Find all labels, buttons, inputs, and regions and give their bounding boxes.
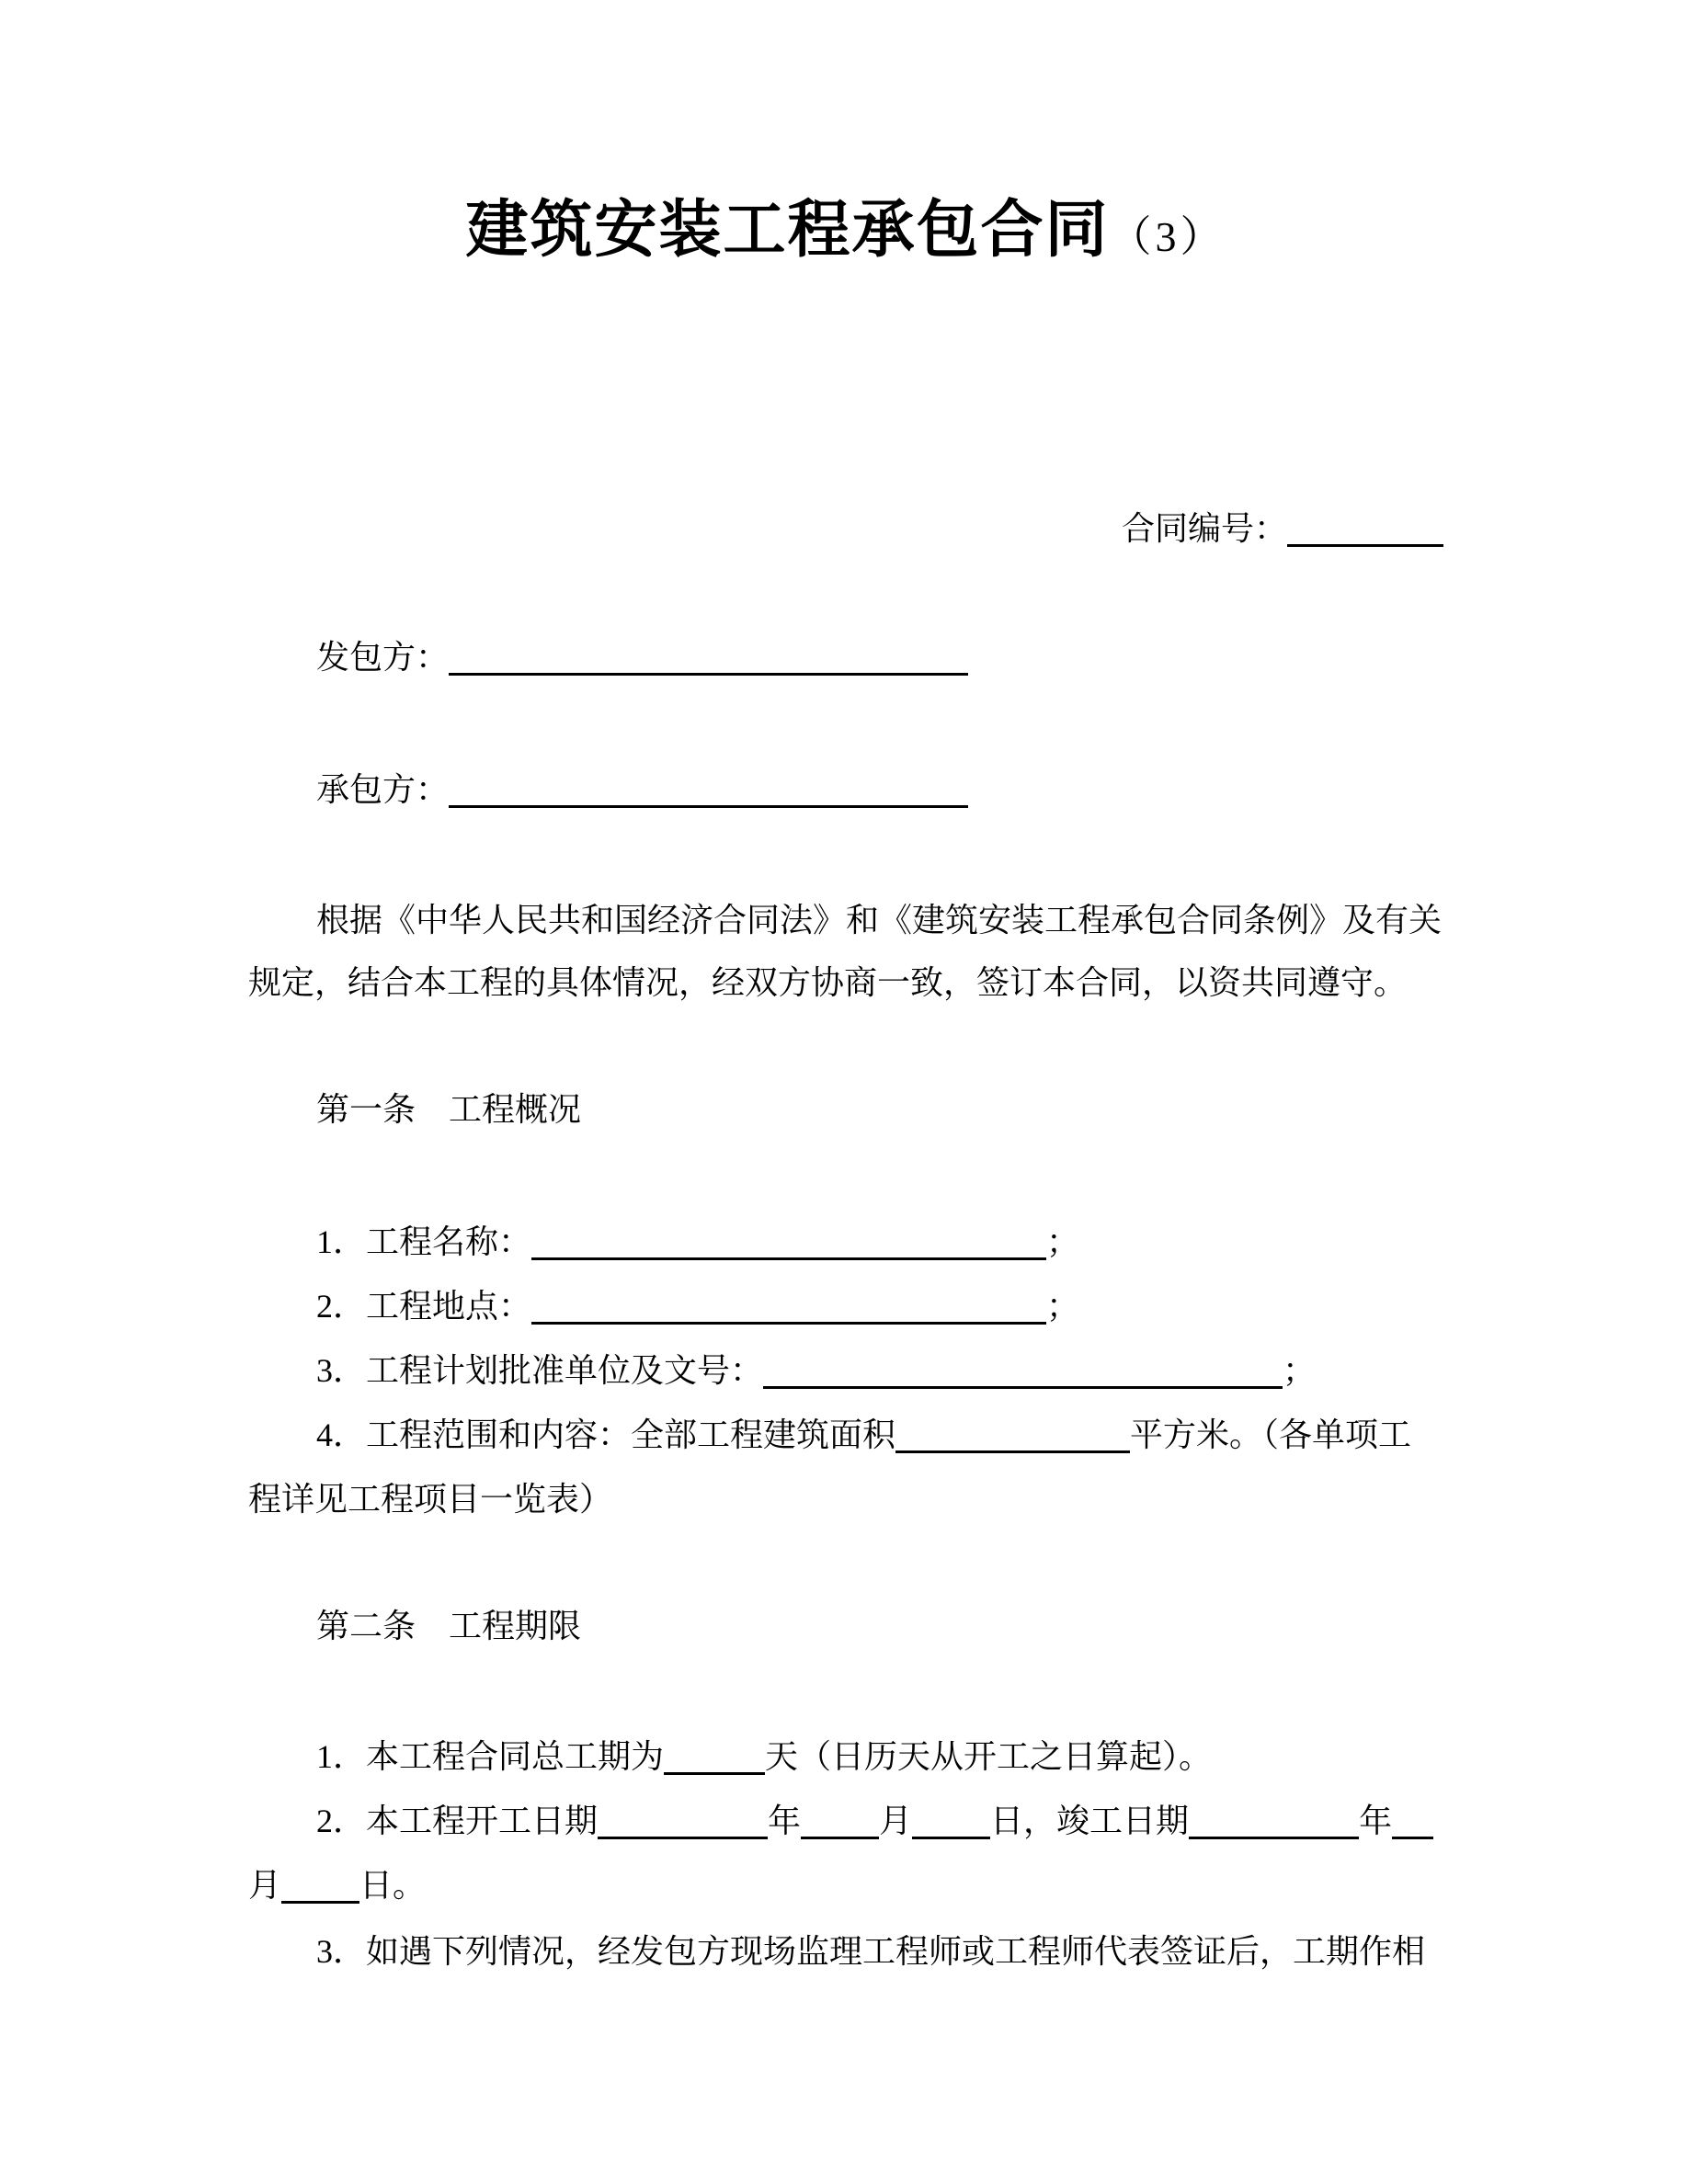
title-number: （3） — [1109, 213, 1226, 260]
section2-item1 — [248, 1735, 1511, 1778]
item1-blank — [531, 1224, 1046, 1260]
party-b-blank — [449, 772, 968, 808]
contract-number-blank — [1287, 511, 1443, 547]
party-a-label: 发包方： — [316, 639, 450, 676]
item3-label: 3．工程计划批准单位及文号： — [316, 1352, 764, 1389]
s2-finish-day-blank — [281, 1868, 359, 1904]
item3-semicolon: ； — [1283, 1352, 1317, 1389]
item4-suffix: 平方米。（各单项工 — [1130, 1416, 1412, 1453]
s2-start-year-blank — [598, 1803, 768, 1839]
section1-heading: 第一条 工程概况 — [316, 1091, 582, 1128]
section1-item2 — [248, 1285, 1511, 1327]
section1-item3 — [248, 1349, 1511, 1392]
item2-label: 2．工程地点： — [316, 1288, 532, 1325]
s2-start-month-blank — [801, 1803, 879, 1839]
item2-blank — [531, 1289, 1046, 1325]
item1-semicolon: ； — [1046, 1223, 1080, 1260]
section2-heading: 第二条 工程期限 — [316, 1608, 582, 1644]
party-b-line — [248, 768, 1511, 811]
section1-item4-continuation: 程详见工程项目一览表） — [248, 1481, 613, 1518]
s2-year-label: 年 — [768, 1803, 802, 1839]
item4-prefix: 4．工程范围和内容：全部工程建筑面积 — [316, 1416, 896, 1453]
s2-cont-day-label: 日。 — [359, 1867, 427, 1904]
s2-finish-month-blank-start — [1392, 1803, 1433, 1839]
s2-item1-days-blank — [664, 1739, 765, 1775]
document-title — [248, 188, 1443, 281]
preamble-line-1: 根据《中华人民共和国经济合同法》和《建筑安装工程承包合同条例》及有关 — [316, 902, 1443, 938]
contract-number-line — [248, 507, 1443, 550]
item1-label: 1．工程名称： — [316, 1223, 532, 1260]
item2-semicolon: ； — [1046, 1288, 1080, 1325]
s2-day-comma-label: 日，竣工日期 — [990, 1803, 1190, 1839]
section2-item2-continuation — [248, 1864, 1443, 1906]
section1-item4 — [248, 1414, 1511, 1456]
s2-month-label: 月 — [879, 1803, 913, 1839]
s2-finish-year-blank — [1189, 1803, 1359, 1839]
party-a-blank — [449, 640, 968, 676]
party-a-line — [248, 636, 1511, 678]
s2-cont-month-label: 月 — [248, 1867, 282, 1904]
section2-item2 — [248, 1800, 1511, 1842]
title-text: 建筑安装工程承包合同 — [465, 195, 1110, 265]
s2-item1-prefix: 1．本工程合同总工期为 — [316, 1738, 665, 1775]
s2-year2-label: 年 — [1359, 1803, 1393, 1839]
item4-area-blank — [895, 1417, 1130, 1453]
section2-item3: 3．如遇下列情况，经发包方现场监理工程师或工程师代表签证后，工期作相 — [316, 1933, 1426, 1970]
s2-item2-prefix: 2．本工程开工日期 — [316, 1803, 599, 1839]
preamble-line-2: 规定，结合本工程的具体情况，经双方协商一致，签订本合同，以资共同遵守。 — [248, 964, 1408, 1001]
party-b-label: 承包方： — [316, 771, 450, 808]
contract-number-label: 合同编号： — [1121, 510, 1287, 547]
s2-item1-suffix: 天（日历天从开工之日算起）。 — [765, 1738, 1213, 1775]
item3-blank — [763, 1353, 1283, 1389]
section1-item1 — [248, 1221, 1511, 1263]
s2-start-day-blank — [912, 1803, 990, 1839]
